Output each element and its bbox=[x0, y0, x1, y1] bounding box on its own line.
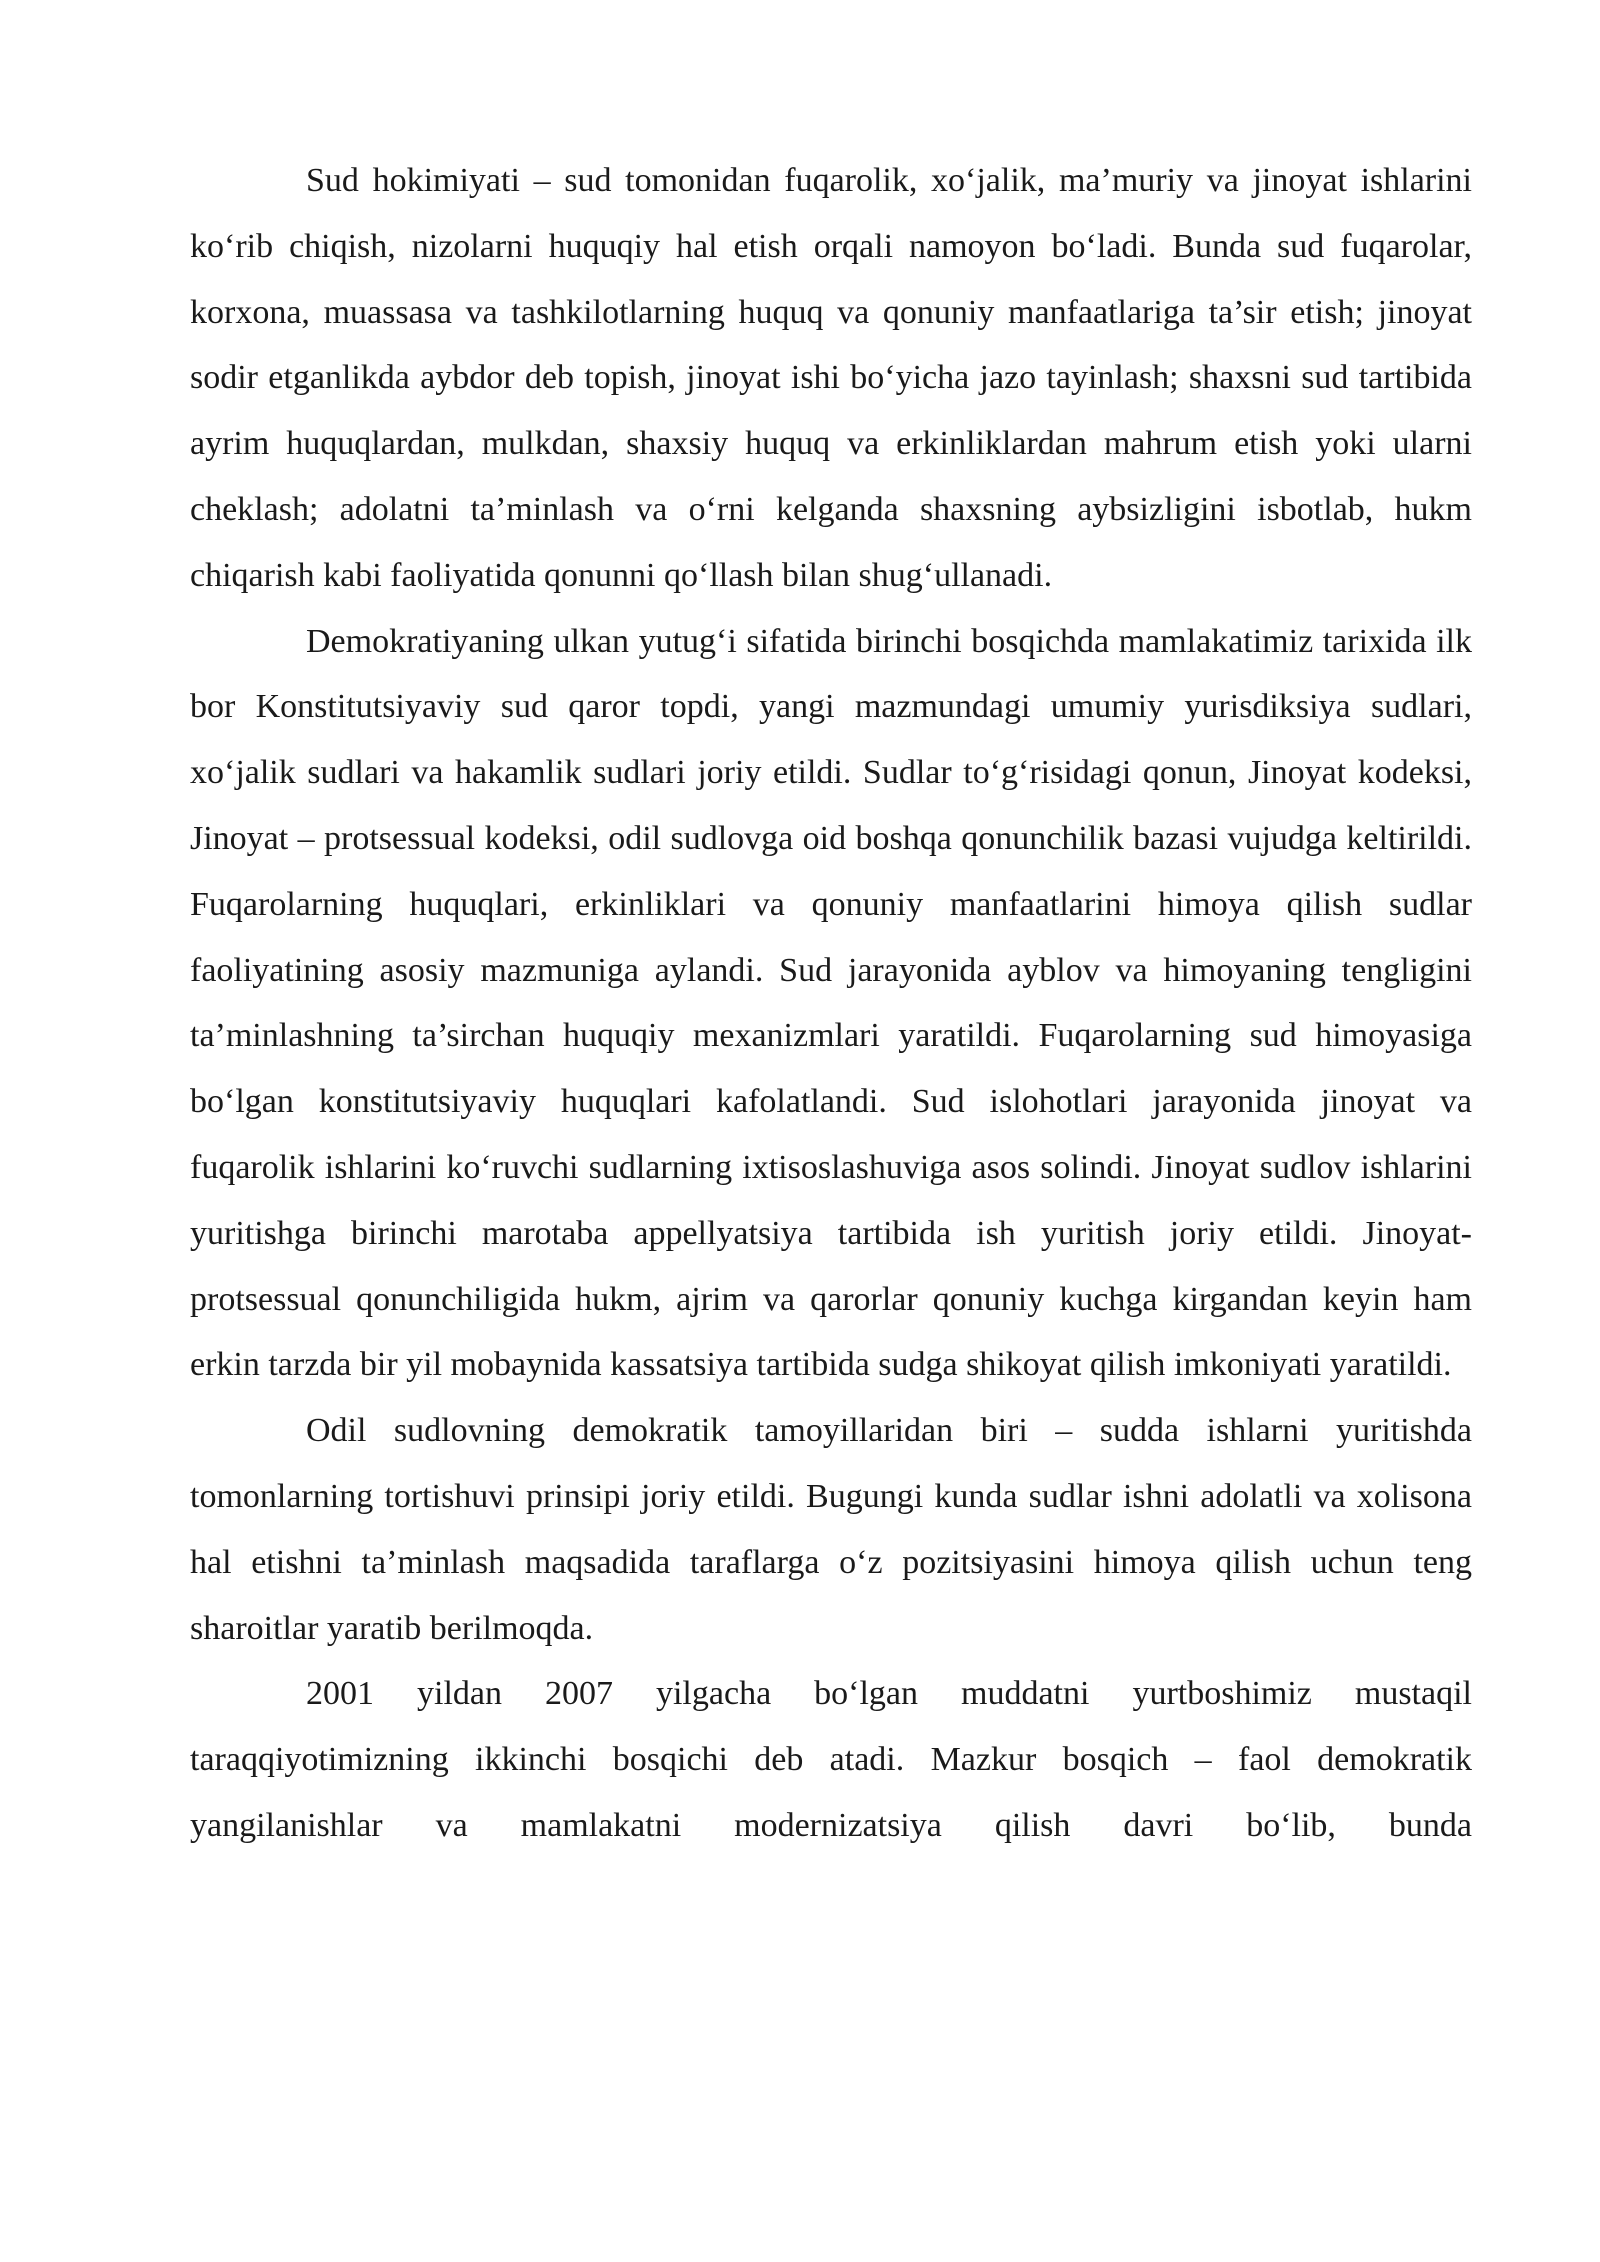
paragraph-3: Odil sudlovning demokratik tamoyillaridan biri – sudda ishlarni yuritishda tomonlarning tortishuvi prinsipi joriy etildi. Bugungi kunda sudlar ishni adolatli va xolisona hal etishni ta’minlash maqsadida taraflarga o‘z pozitsiyasini himoya qilish uchun teng sharoitlar yaratib berilmoqda. bbox=[190, 1412, 1472, 1647]
paragraph-1: Sud hokimiyati – sud tomonidan fuqarolik, xo‘jalik, ma’muriy va jinoyat ishlarini ko‘rib chiqish, nizolarni huquqiy hal etish orqali namoyon bo‘ladi. Bunda sud fuqarolar, korxona, muassasa va tashkilotlarning huquq va qonuniy manfaatlariga ta’sir etish; jinoyat sodir etganlikda aybdor deb topish, jinoyat ishi bo‘yicha jazo tayinlash; shaxsni sud tartibida ayrim huquqlardan, mulkdan, shaxsiy huquq va erkinliklardan mahrum etish yoki ularni cheklash; adolatni ta’minlash va o‘rni kelganda shaxsning aybsizligini isbotlab, hukm chiqarish kabi faoliyatida qonunni qo‘llash bilan shug‘ullanadi. bbox=[190, 162, 1472, 594]
paragraph-4: 2001 yildan 2007 yilgacha bo‘lgan muddatni yurtboshimiz mustaqil taraqqiyotimizning ikkinchi bosqichi deb atadi. Mazkur bosqich – faol demokratik yangilanishlar va mamlakatni modernizatsiya qilish davri bo‘lib, bunda bbox=[190, 1675, 1472, 1844]
paragraph-2: Demokratiyaning ulkan yutug‘i sifatida birinchi bosqichda mamlakatimiz tarixida ilk bor Konstitutsiyaviy sud qaror topdi, yangi mazmundagi umumiy yurisdiksiya sudlari, xo‘jalik sudlari va hakamlik sudlari joriy etildi. Sudlar to‘g‘risidagi qonun, Jinoyat kodeksi, Jinoyat – protsessual kodeksi, odil sudlovga oid boshqa qonunchilik bazasi vujudga keltirildi. Fuqarolarning huquqlari, erkinliklari va qonuniy manfaatlarini himoya qilish sudlar faoliyatining asosiy mazmuniga aylandi. Sud jarayonida ayblov va himoyaning tengligini ta’minlashning ta’sirchan huquqiy mexanizmlari yaratildi. Fuqarolarning sud himoyasiga bo‘lgan konstitutsiyaviy huquqlari kafolatlandi. Sud islohotlari jarayonida jinoyat va fuqarolik ishlarini ko‘ruvchi sudlarning ixtisoslashuviga asos solindi. Jinoyat sudlov ishlarini yuritishga birinchi marotaba appellyatsiya tartibida ish yuritish joriy etildi. Jinoyat-protsessual qonunchiligida hukm, ajrim va qarorlar qonuniy kuchga kirgandan keyin ham erkin tarzda bir yil mobaynida kassatsiya tartibida sudga shikoyat qilish imkoniyati yaratildi. bbox=[190, 622, 1472, 1384]
document-body bbox=[190, 148, 1472, 1859]
